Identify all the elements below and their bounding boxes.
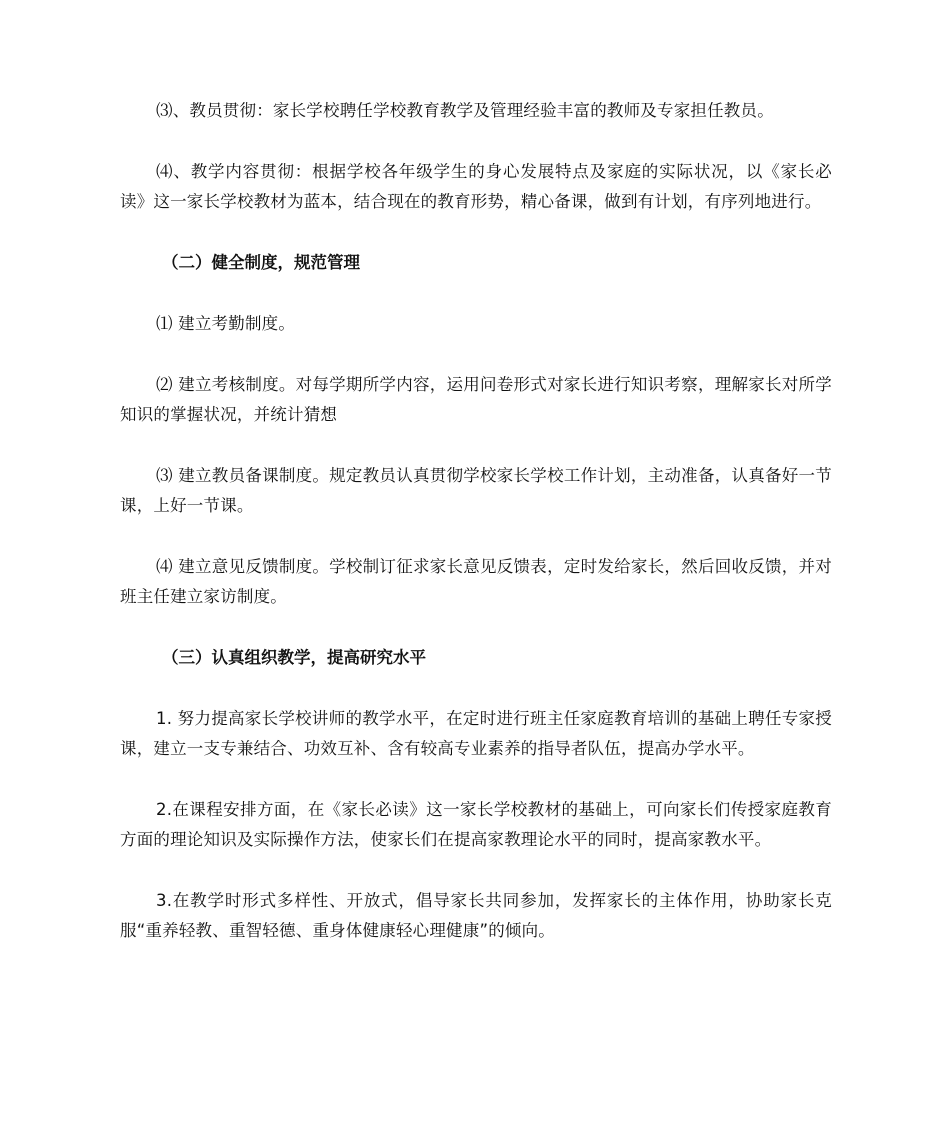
paragraph-teachers: ⑶、教员贯彻：家长学校聘任学校教育教学及管理经验丰富的教师及专家担任教员。 xyxy=(156,101,774,120)
paragraph-lesson-prep: ⑶ 建立教员备课制度。规定教员认真贯彻学校家长学校工作计划，主动准备，认真备好一节课，上好一节课。 xyxy=(120,466,832,515)
paragraph-teaching-content: ⑷、教学内容贯彻：根据学校各年级学生的身心发展特点及家庭的实际状况，以《家长必读》这一家长学校教材为蓝本，结合现在的教育形势，精心备课，做到有计划，有序列地进行。 xyxy=(120,162,832,211)
paragraph-item-1: 1. 努力提高家长学校讲师的教学水平，在定时进行班主任家庭教育培训的基础上聘任专家授课，建立一支专兼结合、功效互补、含有较高专业素养的指导者队伍，提高办学水平。 xyxy=(120,709,832,758)
document-body xyxy=(120,96,832,946)
paragraph-attendance: ⑴ 建立考勤制度。 xyxy=(156,314,296,333)
paragraph-item-3: 3.在教学时形式多样性、开放式，倡导家长共同参加，发挥家长的主体作用，协助家长克服“重养轻教、重智轻德、重身体健康轻心理健康”的倾向。 xyxy=(120,891,832,940)
section-heading-system: （二）健全制度，规范管理 xyxy=(162,253,360,272)
section-heading-teaching: （三）认真组织教学，提高研究水平 xyxy=(162,648,426,667)
paragraph-item-2: 2.在课程安排方面，在《家长必读》这一家长学校教材的基础上，可向家长们传授家庭教育方面的理论知识及实际操作方法，使家长们在提高家教理论水平的同时，提高家教水平。 xyxy=(120,800,832,849)
paragraph-assessment: ⑵ 建立考核制度。对每学期所学内容，运用问卷形式对家长进行知识考察，理解家长对所学知识的掌握状况，并统计猜想 xyxy=(120,375,832,424)
paragraph-feedback: ⑷ 建立意见反馈制度。学校制订征求家长意见反馈表，定时发给家长，然后回收反馈，并对班主任建立家访制度。 xyxy=(120,557,832,606)
